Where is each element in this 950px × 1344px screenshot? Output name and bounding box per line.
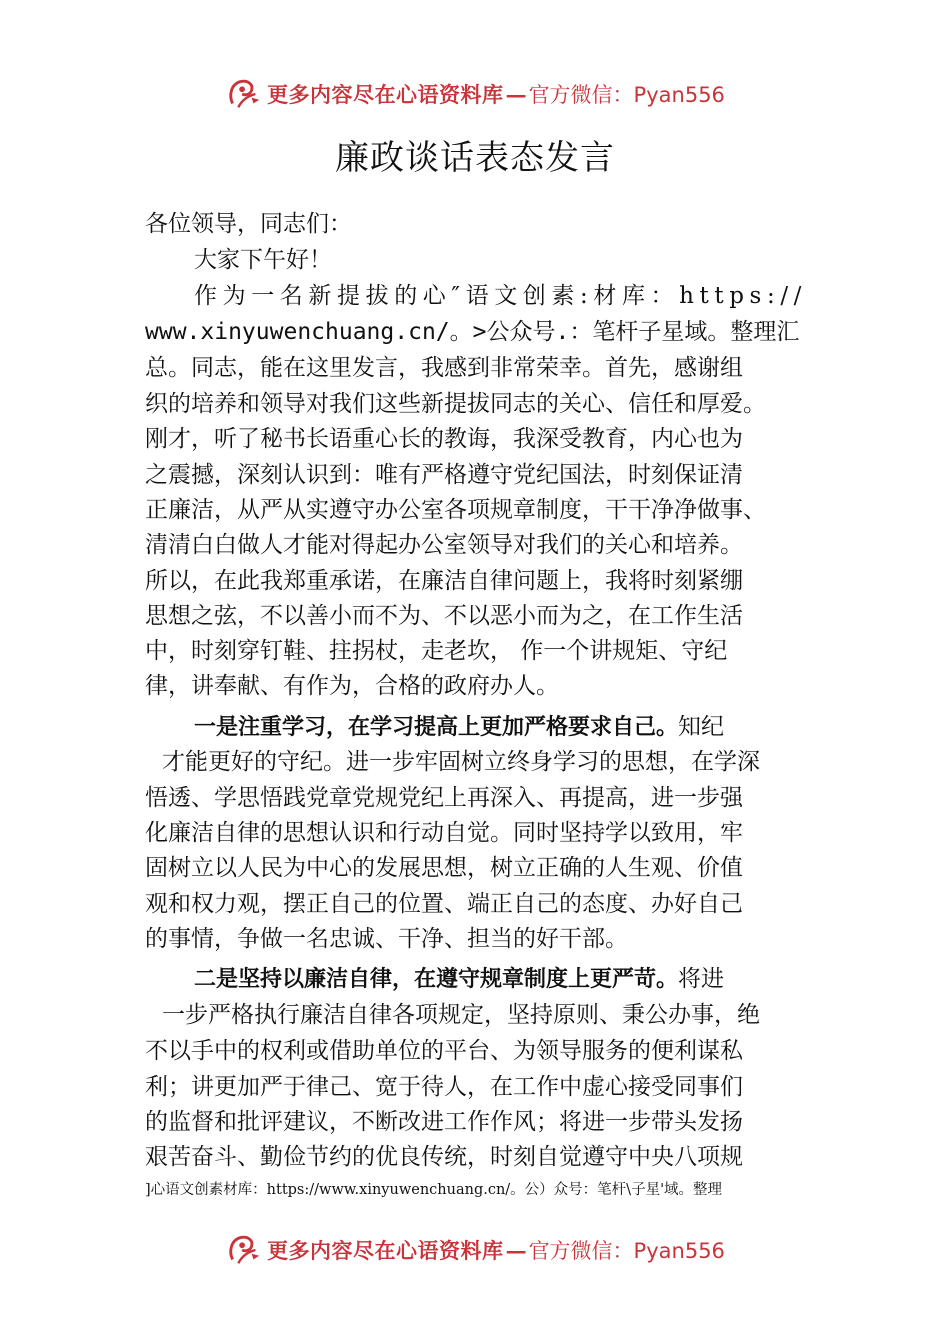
intro-line: 律，讲奉献、有作为，合格的政府办人。 — [145, 673, 559, 699]
footer-banner — [0, 1228, 950, 1272]
banner-wechat: 官方微信：Pyan556 — [528, 83, 725, 107]
intro-line: 总。同志，能在这里发言，我感到非常荣幸。首先，感谢组 — [145, 355, 743, 381]
intro-line-2 — [145, 315, 845, 350]
intro-line-1: 作为一名新提拔的心″语文创素:材库：https:// — [194, 283, 808, 309]
banner-brand: 更多内容尽在心语资料库 — [267, 1238, 504, 1263]
point1-line: 悟透、学思悟践党章党规党纪上再深入、再提高，进一步强 — [145, 785, 743, 811]
point1-line: 化廉洁自律的思想认识和行动自觉。同时坚持学以致用，牢 — [145, 820, 743, 846]
point1-line: 固树立以人民为中心的发展思想，树立正确的人生观、价值 — [145, 855, 743, 881]
point2-lead: 将进 — [678, 966, 725, 992]
intro-line-2-text: www.xinyuwenchuang.cn/。>公众号.：笔杆子星域。整理汇 — [145, 319, 800, 345]
header-banner — [0, 72, 950, 116]
banner-separator: — — [505, 81, 527, 107]
salutation: 各位领导，同志们： — [145, 211, 352, 237]
intro-line: 正廉洁，从严从实遵守办公室各项规章制度，干干净净做事、 — [145, 497, 766, 523]
point2-line: 艰苦奋斗、勤俭节约的优良传统，时刻自觉遵守中央八项规 — [145, 1144, 743, 1170]
intro-line: 织的培养和领导对我们这些新提拔同志的关心、信任和厚爱。 — [145, 391, 766, 417]
intro-line: 中，时刻穿钉鞋、拄拐杖，走老坎， 作一个讲规矩、守纪 — [145, 638, 728, 664]
point2-heading: 二是坚持以廉洁自律，在遵守规章制度上更严苛。 — [194, 967, 679, 992]
point1-line: 观和权力观，摆正自己的位置、端正自己的态度、办好自己 — [145, 891, 743, 917]
footer-note: ]心语文创素材库：https://www.xinyuwenchuang.cn/。公）众号：笔杆\子星'域。整理 — [145, 1182, 723, 1198]
point1-lead: 知纪 — [678, 714, 725, 740]
point2-line: 不以手中的权利或借助单位的平台、为领导服务的便利谋私 — [145, 1038, 743, 1064]
intro-line: 所以，在此我郑重承诺，在廉洁自律问题上，我将时刻紧绷 — [145, 568, 743, 594]
point1-heading: 一是注重学习，在学习提高上更加严格要求自己。 — [194, 715, 679, 740]
intro-line: 思想之弦，不以善小而不为、不以恶小而为之，在工作生活 — [145, 603, 743, 629]
greeting: 大家下午好！ — [194, 247, 332, 273]
intro-line: 刚才，听了秘书长语重心长的教诲，我深受教育，内心也为 — [145, 426, 743, 452]
intro-line: 之震撼，深刻认识到：唯有严格遵守党纪国法，时刻保证清 — [145, 462, 743, 488]
point2-first-line — [194, 962, 894, 997]
banner-brand: 更多内容尽在心语资料库 — [267, 82, 504, 107]
point2-line: 一步严格执行廉洁自律各项规定，坚持原则、秉公办事，绝 — [162, 1002, 760, 1028]
brand-logo-icon — [225, 75, 263, 113]
point1-line: 的事情，争做一名忠诚、干净、担当的好干部。 — [145, 926, 628, 952]
banner-separator: — — [505, 1237, 527, 1263]
point1-line: 才能更好的守纪。进一步牢固树立终身学习的思想，在学深 — [162, 749, 760, 775]
point1-first-line — [194, 710, 894, 745]
banner-wechat: 官方微信：Pyan556 — [528, 1239, 725, 1263]
point2-line: 利；讲更加严于律己、宽于待人，在工作中虚心接受同事们 — [145, 1074, 743, 1100]
intro-line: 清清白白做人才能对得起办公室领导对我们的关心和培养。 — [145, 532, 743, 558]
brand-logo-icon — [225, 1231, 263, 1269]
point2-line: 的监督和批评建议，不断改进工作作风；将进一步带头发扬 — [145, 1109, 743, 1135]
document-title: 廉政谈话表态发言 — [335, 138, 615, 178]
